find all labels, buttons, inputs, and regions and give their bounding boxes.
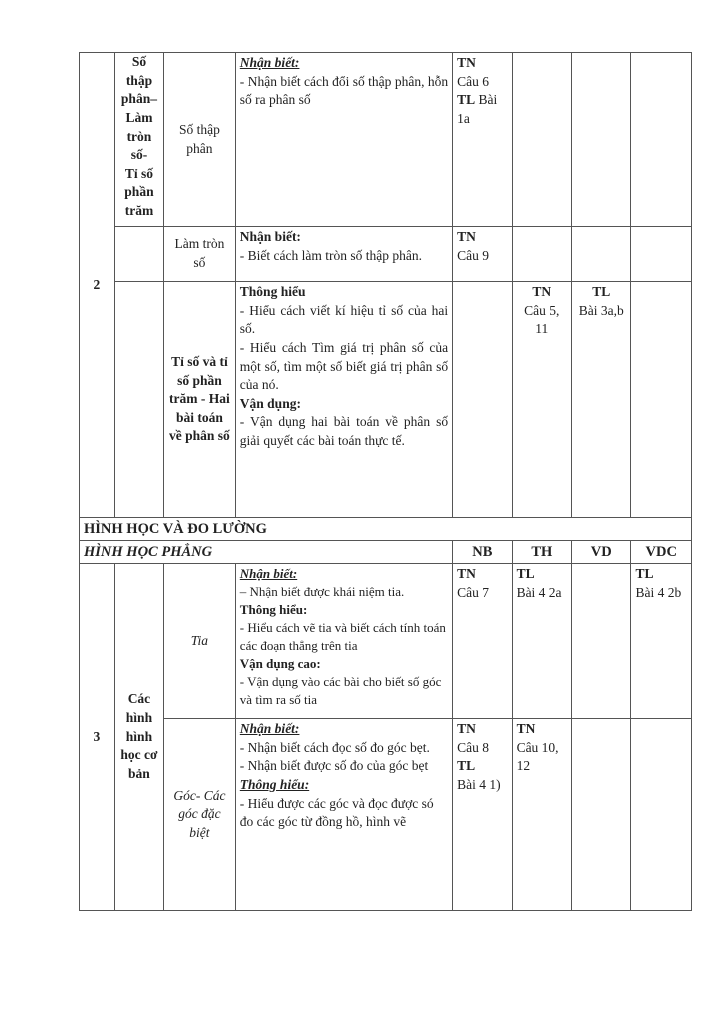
vd-header: VD — [572, 541, 631, 564]
requirement-cell: Thông hiểu - Hiểu cách viết kí hiệu tỉ số của hai số. - Hiểu cách Tìm giá trị phân số của một số, tìm một số biết giá trị phân số của nó. Vận dụng: - Vận dụng hai bài toán về phân số giải quyết các bài toán thực tế. — [235, 282, 452, 518]
table-row — [80, 53, 692, 227]
vdc-cell — [631, 227, 692, 282]
vdc-cell — [631, 282, 692, 518]
vdc-cell — [631, 53, 692, 227]
subsection-row — [80, 541, 692, 564]
th-cell: TN Câu 10, 12 — [512, 719, 571, 911]
nb-header: NB — [453, 541, 512, 564]
requirement-cell: Nhận biết: - Nhận biết cách đổi số thập phân, hỗn số ra phân số — [235, 53, 452, 227]
nb-cell — [453, 282, 512, 518]
subsection-title: HÌNH HỌC PHẲNG — [80, 541, 453, 564]
content-cell: Góc- Các góc đặc biệt — [164, 719, 236, 911]
th-cell: TN Câu 5, 11 — [512, 282, 571, 518]
vdc-cell: TL Bài 4 2b — [631, 564, 692, 719]
requirement-cell: Nhận biết: - Biết cách làm tròn số thập phân. — [235, 227, 452, 282]
vdc-cell — [631, 719, 692, 911]
th-header: TH — [512, 541, 571, 564]
section-row — [80, 518, 692, 541]
th-cell — [512, 227, 571, 282]
content-cell: Làm tròn số — [164, 227, 236, 282]
section-title: HÌNH HỌC VÀ ĐO LƯỜNG — [80, 518, 692, 541]
vd-cell — [572, 564, 631, 719]
table-row — [80, 564, 692, 719]
nb-cell: TN Câu 9 — [453, 227, 512, 282]
th-cell — [512, 53, 571, 227]
table-row — [80, 282, 692, 518]
topic-cell: Các hình hình học cơ bản — [114, 564, 163, 911]
topic-cell — [114, 282, 163, 518]
stt-cell: 3 — [80, 564, 115, 911]
table-row — [80, 227, 692, 282]
nb-cell: TN Câu 6 TL Bài 1a — [453, 53, 512, 227]
table-row — [80, 719, 692, 911]
specification-matrix — [79, 52, 692, 911]
vd-cell — [572, 719, 631, 911]
nb-cell: TN Câu 8 TL Bài 4 1) — [453, 719, 512, 911]
requirement-cell: Nhận biết: - Nhận biết cách đọc số đo góc bẹt. - Nhận biết được số đo của góc bẹt Thông hiểu: - Hiểu được các góc và đọc được só đo các góc từ đồng hồ, hình vẽ — [235, 719, 452, 911]
vd-cell — [572, 53, 631, 227]
vd-cell — [572, 227, 631, 282]
content-cell: Tỉ số và tỉ số phần trăm - Hai bài toán về phân số — [164, 282, 236, 518]
stt-number: 2 — [93, 276, 101, 292]
content-cell: Số thập phân — [164, 53, 236, 227]
stt-cell — [80, 53, 115, 518]
content-cell: Tia — [164, 564, 236, 719]
vdc-header: VDC — [631, 541, 692, 564]
nb-cell: TN Câu 7 — [453, 564, 512, 719]
topic-cell: Số thập phân– Làm tròn số- Tỉ số phần trăm — [114, 53, 163, 227]
vd-cell: TL Bài 3a,b — [572, 282, 631, 518]
requirement-cell: Nhận biết: – Nhận biết được khái niệm tia. Thông hiểu: - Hiểu cách vẽ tia và biết cách tính toán các đoạn thẳng trên tia Vận dụng cao: - Vận dụng vào các bài cho biết số góc và tìm ra số tia — [235, 564, 452, 719]
th-cell: TL Bài 4 2a — [512, 564, 571, 719]
topic-cell — [114, 227, 163, 282]
